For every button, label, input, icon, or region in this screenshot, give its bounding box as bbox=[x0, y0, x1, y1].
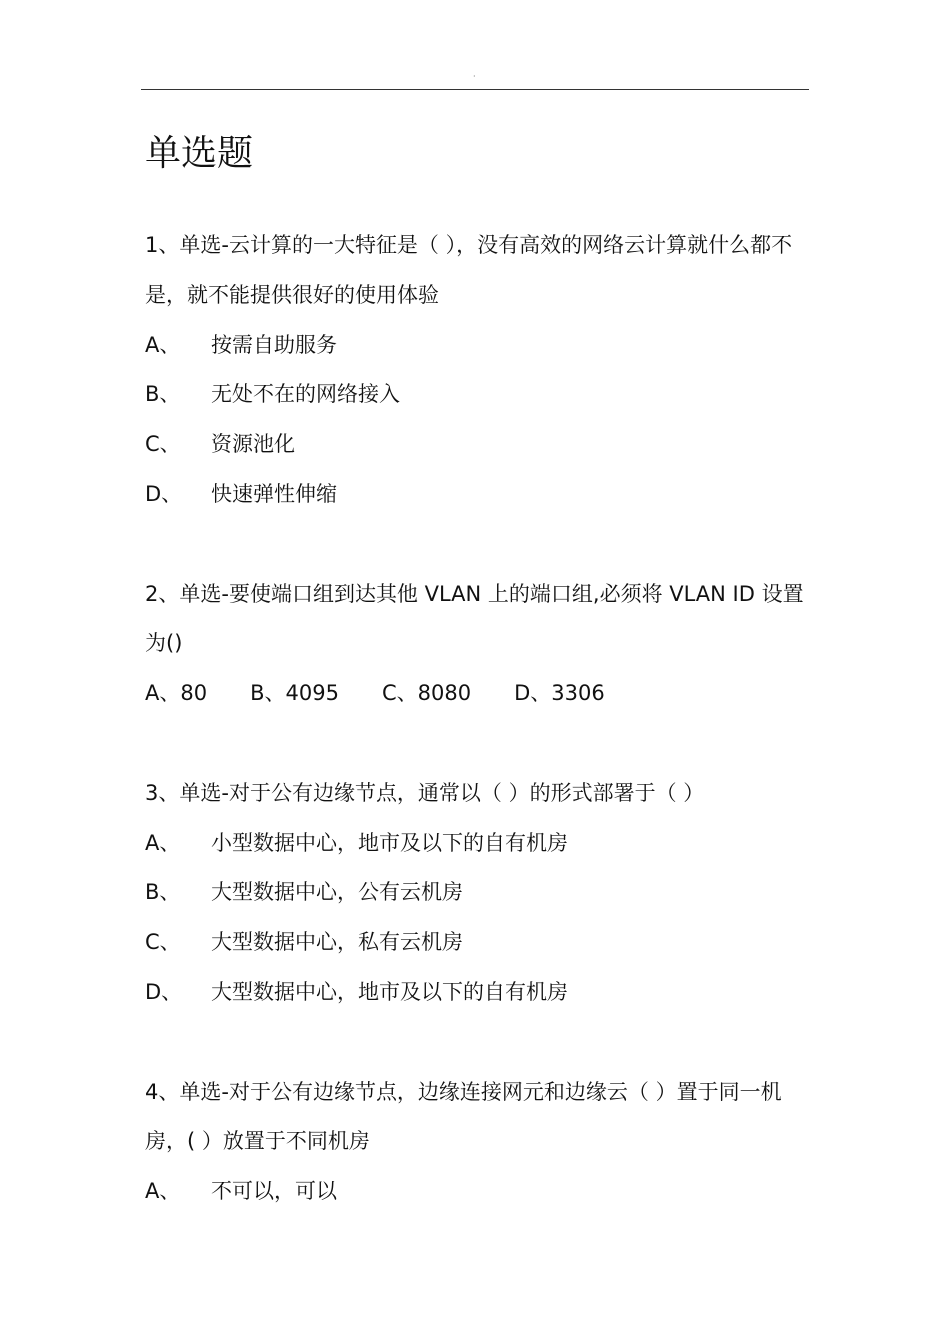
option-a bbox=[145, 1167, 813, 1217]
option-text: 无处不在的网络接入 bbox=[211, 382, 400, 407]
option-d bbox=[145, 968, 813, 1018]
option-text: 不可以，可以 bbox=[211, 1179, 337, 1204]
question-2 bbox=[145, 570, 813, 719]
question-text: 4、单选-对于公有边缘节点，边缘连接网元和边缘云（ ）置于同一机房，( ）放置于不同机房 bbox=[145, 1079, 782, 1154]
option-text: 大型数据中心，私有云机房 bbox=[211, 930, 463, 955]
option-c: C、8080 bbox=[381, 681, 472, 706]
option-d bbox=[145, 470, 813, 520]
option-d: D、3306 bbox=[514, 681, 605, 706]
option-letter: C、 bbox=[145, 930, 181, 955]
option-letter: D、 bbox=[145, 979, 183, 1004]
question-text: 1、单选-云计算的一大特征是（ ），没有高效的网络云计算就什么都不是，就不能提供很好的使用体验 bbox=[145, 233, 793, 307]
option-letter: A、 bbox=[145, 332, 181, 357]
option-text: 小型数据中心，地市及以下的自有机房 bbox=[211, 830, 568, 855]
option-letter: A、 bbox=[145, 1179, 181, 1204]
option-letter: D、 bbox=[145, 481, 183, 506]
option-letter: C、 bbox=[145, 432, 181, 457]
header-dot: · bbox=[473, 72, 476, 81]
option-letter: A、 bbox=[145, 830, 181, 855]
option-text: 资源池化 bbox=[211, 432, 295, 457]
option-c bbox=[145, 420, 813, 470]
option-b bbox=[145, 868, 813, 918]
option-a bbox=[145, 321, 813, 371]
inline-options bbox=[145, 669, 813, 719]
question-1 bbox=[145, 221, 813, 520]
question-3 bbox=[145, 769, 813, 1018]
question-4 bbox=[145, 1068, 813, 1217]
option-letter: B、 bbox=[145, 880, 181, 905]
option-text: 大型数据中心，地市及以下的自有机房 bbox=[211, 979, 568, 1004]
question-text: 2、单选-要使端口组到达其他 VLAN 上的端口组,必须将 VLAN ID 设置为() bbox=[145, 581, 804, 656]
section-title: 单选题 bbox=[145, 133, 254, 174]
option-b: B、4095 bbox=[250, 681, 339, 706]
option-text: 大型数据中心，公有云机房 bbox=[211, 880, 463, 905]
option-text: 快速弹性伸缩 bbox=[211, 481, 337, 506]
question-text: 3、单选-对于公有边缘节点，通常以（ ）的形式部署于（ ） bbox=[145, 780, 705, 805]
option-b bbox=[145, 370, 813, 420]
option-c bbox=[145, 918, 813, 968]
question-list bbox=[145, 221, 813, 1267]
option-text: 按需自助服务 bbox=[211, 332, 337, 357]
option-a bbox=[145, 819, 813, 869]
header-rule bbox=[141, 89, 809, 90]
option-letter: B、 bbox=[145, 382, 181, 407]
option-a: A、80 bbox=[145, 681, 208, 706]
